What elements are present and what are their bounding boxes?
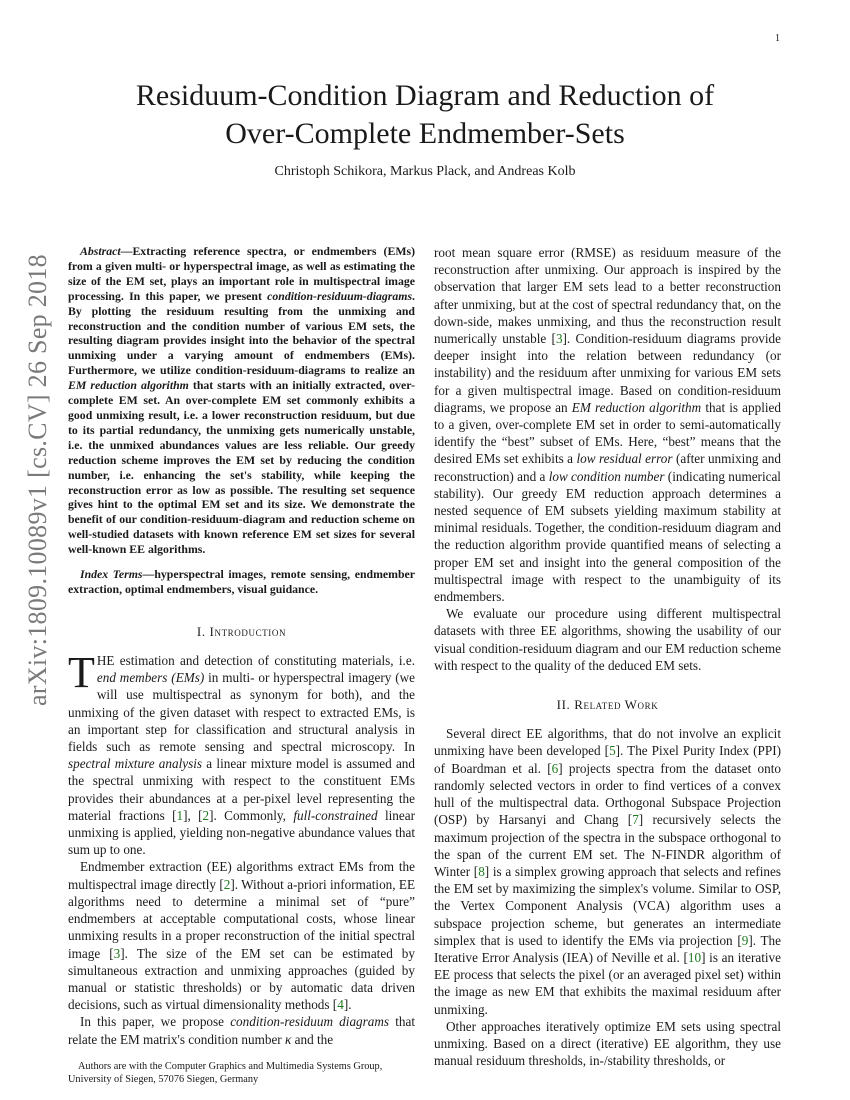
body-text: linear unmixing is applied, yielding non-negative abundance values that sum up to one. <box>68 807 415 858</box>
section-heading-introduction: I. Introduction <box>196 623 287 639</box>
paper-title <box>0 77 850 153</box>
abstract: Abstract—Extracting reference spectra, or endmembers (EMs) from a given multi- or hyperspectral image, as well as estimating the size of the EM set, plays an important role in multispectral image processing. In this paper, we present condition-residuum-diagrams. By plotting the residuum resulting from the unmixing and reconstruction and the condition number of various EM sets, the resulting diagram provides insight into the behavior of the spectral unmixing under a varying amount of endmembers (EMs). Furthermore, we utilize condition-residuum-diagrams to realize an EM reduction algorithm that starts with an initially extracted, over-complete EM set. An over-complete EM set commonly exhibits a good unmixing result, i.e. a lower reconstruction residuum, but due to its partial redundancy, the unmixing gets numerically unstable, i.e. the unmixed abundances values are less reliable. Our greedy reduction scheme improves the EM set by reducing the condition number, i.e. enhancing the set's stability, while keeping the reconstruction error as low as possible. The resulting set sequence gives hint to the optimal EM set and its size. We demonstrate the benefit of our condition-residuum-diagram and reduction scheme on well-studied datasets with known reference EM set sizes for several well-known EE algorithms. <box>68 244 415 557</box>
emphasis: low condition number <box>548 468 665 484</box>
citation-link[interactable]: 10 <box>687 949 702 965</box>
body-text: root mean square error (RMSE) as residuum measure of the reconstruction after unmixing. Our approach is inspired by the observation that larger EM sets lead to a better reconstruction after unmixing, but at the cost of spectral redundancy that, on the down-side, makes unmixing, and thus the reconstruction result numerically unstable [ <box>434 245 781 347</box>
body-text: in multi- or hyperspectral imagery (we will use multispectral as synonym for both), and the unmixing of the given dataset with respect to extracted EMs, is an important step for classification and structural analysis in fields such as remote sensing and spectral microscopy. In <box>68 670 416 755</box>
body-text: ] is a simplex growing approach that selects and refines the EM set by maximizing the simplex's volume. Similar to OSP, the Vertex Component Analysis (VCA) algorithm uses a subspace projection scheme, but generates an intermediate simplex that is used to identify the EMs via projection [ <box>434 863 781 948</box>
abstract-text: that starts with an initially extracted, over-complete EM set. An over-complete EM set commonly exhibits a good unmixing result, i.e. a lower reconstruction residuum, but due to its partial redundancy, the unmixing gets numerically unstable, i.e. the unmixed abundances values are less reliable. Our greedy reduction scheme improves the EM set by reducing the condition number, i.e. enhancing the set's stability, while keeping the reconstruction error as low as possible. The resulting set sequence gives hint to the optimal EM set and its size. We demonstrate the benefit of our condition-residuum-diagram and reduction scheme on well-studied datasets with known reference EM set sizes for several well-known EE algorithms. <box>68 378 415 557</box>
intro-paragraph <box>68 858 415 1013</box>
emphasis: spectral mixture analysis <box>68 756 203 772</box>
emphasis: EM reduction algorithm <box>571 399 702 415</box>
abstract-text: Extracting reference spectra, or endmembers (EMs) from a given multi- or hyperspectral image, as well as estimating the size of the EM set, plays an important role in multispectral image processing. In this paper, we present <box>68 244 415 303</box>
emphasis: low residual error <box>576 451 673 467</box>
body-text: ]. The size of the EM set can be estimated by simultaneous extraction and unmixing approaches (guided by manual or statistic thresholds) or by automatic data driven decisions, such as virtual dimensionality methods [ <box>68 945 415 1013</box>
body-text: HE estimation and detection of constituting materials, i.e. <box>96 653 415 669</box>
emphasis: end members (EMs) <box>96 670 205 686</box>
abstract-term: EM reduction algorithm <box>68 378 189 393</box>
body-text: ] projects spectra from the dataset onto randomly selected vectors in order to find vertices of a convex hull of the multispectral data. Orthogonal Subspace Projection (OSP) by Harsanyi and Chang [ <box>434 760 781 828</box>
math-symbol: κ <box>284 1031 292 1047</box>
citation-link[interactable]: 9 <box>741 932 749 948</box>
body-text: ]. <box>343 997 352 1013</box>
body-text: ]. Without a-priori information, EE algorithms need to determine a minimal set of “pure” endmembers at acceptable computational costs, whose linear unmixing results in a proper reconstruction of the initial spectral image [ <box>68 876 415 961</box>
paper-title-line-1: Residuum-Condition Diagram and Reduction of <box>135 79 715 112</box>
citation-link[interactable]: 8 <box>478 863 485 879</box>
intro-paragraph <box>68 1013 415 1047</box>
abstract-text: . By plotting the residuum resulting from the unmixing and reconstruction and the condition number of various EM sets, the resulting diagram provides insight into the behavior of the spectral unmixing under a varying amount of endmembers (EMs). Furthermore, we utilize condition-residuum-diagrams to realize an <box>68 288 415 378</box>
section-heading-related-work: II. Related Work <box>556 697 659 713</box>
abstract-label: Abstract <box>80 244 121 258</box>
body-text: and the <box>291 1031 334 1047</box>
citation-link[interactable]: 2 <box>223 876 231 892</box>
author-list: Christoph Schikora, Markus Plack, and Andreas Kolb <box>274 164 576 179</box>
body-text: ] is an iterative EE process that selects the pixel (or an averaged pixel set) within the image as new EM that exhibits the maximal residuum after unmixing. <box>434 949 781 1017</box>
related-work-paragraph <box>434 725 781 1017</box>
footnote <box>68 1060 415 1086</box>
footnote-text: Authors are with the Computer Graphics and Multimedia Systems Group, University of Siegen, 57076 Siegen, Germany <box>68 1060 383 1085</box>
intro-paragraph: We evaluate our procedure using different multispectral datasets with three EE algorithms, showing the usability of our visual condition-residuum diagram and our EM reduction scheme with respect to the quality of the deduced EM sets. <box>434 606 781 673</box>
body-text: a linear mixture model is assumed and the spectral unmixing with respect to the constituent EMs provides their abundances at a per-pixel level representing the material fractions [ <box>68 756 415 823</box>
body-text: ]. Commonly, <box>209 807 294 823</box>
body-text: (indicating numerical stability). Our greedy EM reduction approach determines a nested sequence of EM subsets yielding maximum stability at minimal residuals. Together, the condition-residuum diagram and the reduction algorithm provide quantified means of selecting a proper EM set and insight into the general composition of the multispectral image with respect to the unambiguity of its endmembers. <box>434 468 781 605</box>
related-work-paragraph: Other approaches iteratively optimize EM sets using spectral unmixing. Based on a direct (iterative) EE algorithm, they use manual residuum thresholds, in-/stability thresholds, or <box>434 1018 781 1069</box>
body-text: that relate the EM matrix's condition number <box>68 1014 415 1047</box>
citation-link[interactable]: 7 <box>632 812 639 828</box>
body-text: that is applied to a given, over-complete EM set in order to semi-automatically identify the “best” subset of EMs. Here, “best” means that the desired EMs set exhibits a <box>434 399 781 467</box>
body-text: In this paper, we propose <box>80 1014 231 1030</box>
emphasis: full-constrained <box>293 807 378 823</box>
abstract-term: condition-residuum-diagrams <box>267 288 413 303</box>
body-text: Several direct EE algorithms, that do not involve an explicit unmixing have been developed [ <box>434 726 781 759</box>
index-terms-text: hyperspectral images, remote sensing, endmember extraction, optimal endmembers, visual guidance. <box>68 567 415 596</box>
emphasis: condition-residuum diagrams <box>230 1014 390 1030</box>
body-text: ] recursively selects the maximum projection of the spectra in the subspace orthogonal to the span of the current EM set. The N-FINDR algorithm of Winter [ <box>434 812 781 879</box>
citation-link[interactable]: 5 <box>609 743 616 759</box>
citation-link[interactable]: 4 <box>337 997 344 1013</box>
index-terms-label: Index Terms <box>80 567 143 582</box>
citation-link[interactable]: 1 <box>176 807 184 823</box>
body-text: (after unmixing and reconstruction) and a <box>434 451 781 484</box>
body-text: ]. Condition-residuum diagrams provide deeper insight into the relation between redundancy (or instability) and the residuum after unmixing for various EM sets for a given multispectral image. Based on condition-residuum diagrams, we propose an <box>434 331 781 415</box>
arxiv-identifier-text: arXiv:1809.10089v1 [cs.CV] 26 Sep 2018 <box>23 254 53 706</box>
intro-paragraph <box>434 244 781 605</box>
drop-cap: T <box>68 648 95 698</box>
citation-link[interactable]: 2 <box>202 807 210 823</box>
body-text: Endmember extraction (EE) algorithms extract EMs from the multispectral image directly [ <box>68 859 415 892</box>
citation-link[interactable]: 3 <box>113 945 121 961</box>
body-text: ], [ <box>183 807 203 823</box>
left-column <box>68 244 415 1086</box>
index-terms: Index Terms—hyperspectral images, remote sensing, endmember extraction, optimal endmembers, visual guidance. <box>68 567 415 596</box>
citation-link[interactable]: 3 <box>555 331 563 347</box>
page-number: 1 <box>775 33 780 44</box>
body-text: ]. The Iterative Error Analysis (IEA) of Neville et al. [ <box>434 932 781 965</box>
body-text: ]. The Pixel Purity Index (PPI) of Boardman et al. [ <box>434 743 781 776</box>
arxiv-identifier <box>8 254 68 706</box>
right-column <box>434 244 781 1069</box>
paper-title-line-2: Over-Complete Endmember-Sets <box>225 117 625 150</box>
intro-paragraph <box>68 648 416 858</box>
citation-link[interactable]: 6 <box>551 760 559 776</box>
